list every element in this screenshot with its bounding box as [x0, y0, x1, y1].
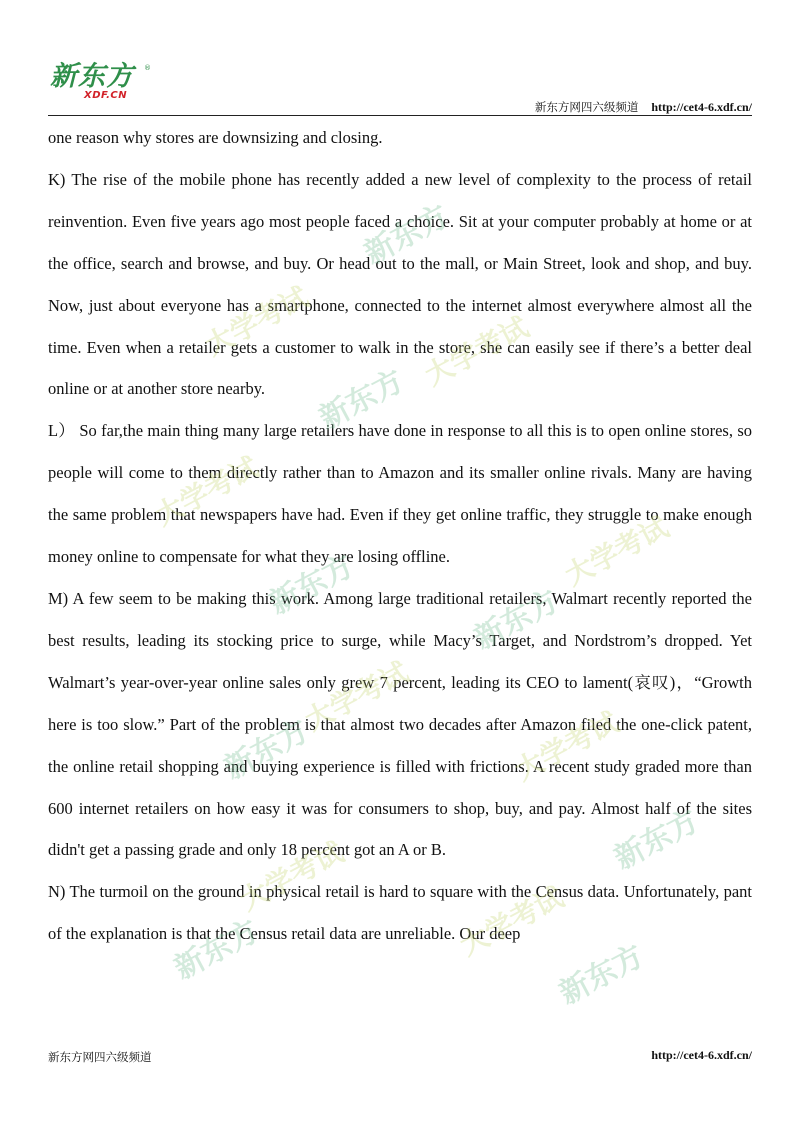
watermark-logo: 新东方 [168, 913, 265, 987]
watermark-logo: 大学考试 [199, 280, 314, 363]
watermark-logo: 大学考试 [419, 310, 534, 393]
footer-site-name: 新东方网四六级频道 [48, 1050, 152, 1064]
paragraph-k: K) The rise of the mobile phone has recently added a new level of complexity to the process of retail reinvention. Even five years ago most people faced a choice. Sit at your computer probably at home or at the office, search and browse, and buy. Or head out to the mall, or Main Street, look and shop, and buy. Now, just about everyone has a smartphone, connected to the internet almost everywhere almost all the time. Even when a retailer gets a customer to walk in the store, she can easily see if there’s a better deal online or at another store nearby. [48, 169, 752, 399]
logo-text: 新东方 [50, 61, 134, 92]
header-url[interactable]: http://cet4-6.xdf.cn/ [651, 100, 752, 114]
paragraph-n: N) The turmoil on the ground in physical retail is hard to square with the Census data. Unfortunately, pant of the explanation is that the Census retail data are unreliable. Our deep [48, 882, 752, 944]
watermark-logo: 大学考试 [559, 510, 674, 593]
header-divider [48, 115, 752, 116]
watermark-logo: 新东方 [608, 803, 705, 877]
footer-url[interactable]: http://cet4-6.xdf.cn/ [651, 1048, 752, 1062]
watermark-logo: 大学考试 [299, 655, 414, 738]
watermark-logo: 新东方 [313, 363, 410, 437]
header-site-name: 新东方网四六级频道 [534, 100, 639, 114]
watermark-logo: 新东方 [263, 548, 360, 622]
paragraph-continuation: one reason why stores are downsizing and closing. [48, 128, 383, 147]
watermark-logo: 新东方 [218, 713, 315, 787]
watermark-logo: 大学考试 [234, 835, 349, 918]
page-header [535, 99, 752, 115]
logo-subtext: XDF.CN [84, 90, 128, 101]
watermark-logo: 新东方 [358, 198, 455, 272]
paragraph-m: M) A few seem to be making this work. Among large traditional retailers, Walmart recently reported the best results, leading its stocking price to surge, while Macy’s Target, and Nordstrom’s dropped. Yet Walmart’s year-over-year online sales only grew 7 percent, leading its CEO to lament(哀叹)，“Growth here is too slow.” Part of the problem is that almost two decades after Amazon filed the one-click patent, the online retail shopping and buying experience is filled with frictions. A recent study graded more than 600 internet retailers on how easy it was for consumers to shop, buy, and pay. Almost half of the sites didn't get a passing grade and only 18 percent got an A or B. [48, 588, 752, 860]
logo-registered-mark: ® [144, 64, 151, 72]
watermark-logo: 大学考试 [149, 450, 264, 533]
watermark-logo: 大学考试 [454, 880, 569, 963]
xdf-logo [50, 62, 160, 110]
paragraph-l: L） So far,the main thing many large retailers have done in response to all this is to open online stores, so people will come to them directly rather than to Amazon and its smaller online rivals. Many are having the same problem that newspapers have had. Even if they get online traffic, they struggle to make enough money online to compensate for what they are losing offline. [48, 421, 752, 567]
watermark-logo: 大学考试 [509, 705, 624, 788]
watermark-logo: 新东方 [468, 583, 565, 657]
watermark-logo: 新东方 [553, 938, 650, 1012]
document-body [48, 117, 752, 955]
